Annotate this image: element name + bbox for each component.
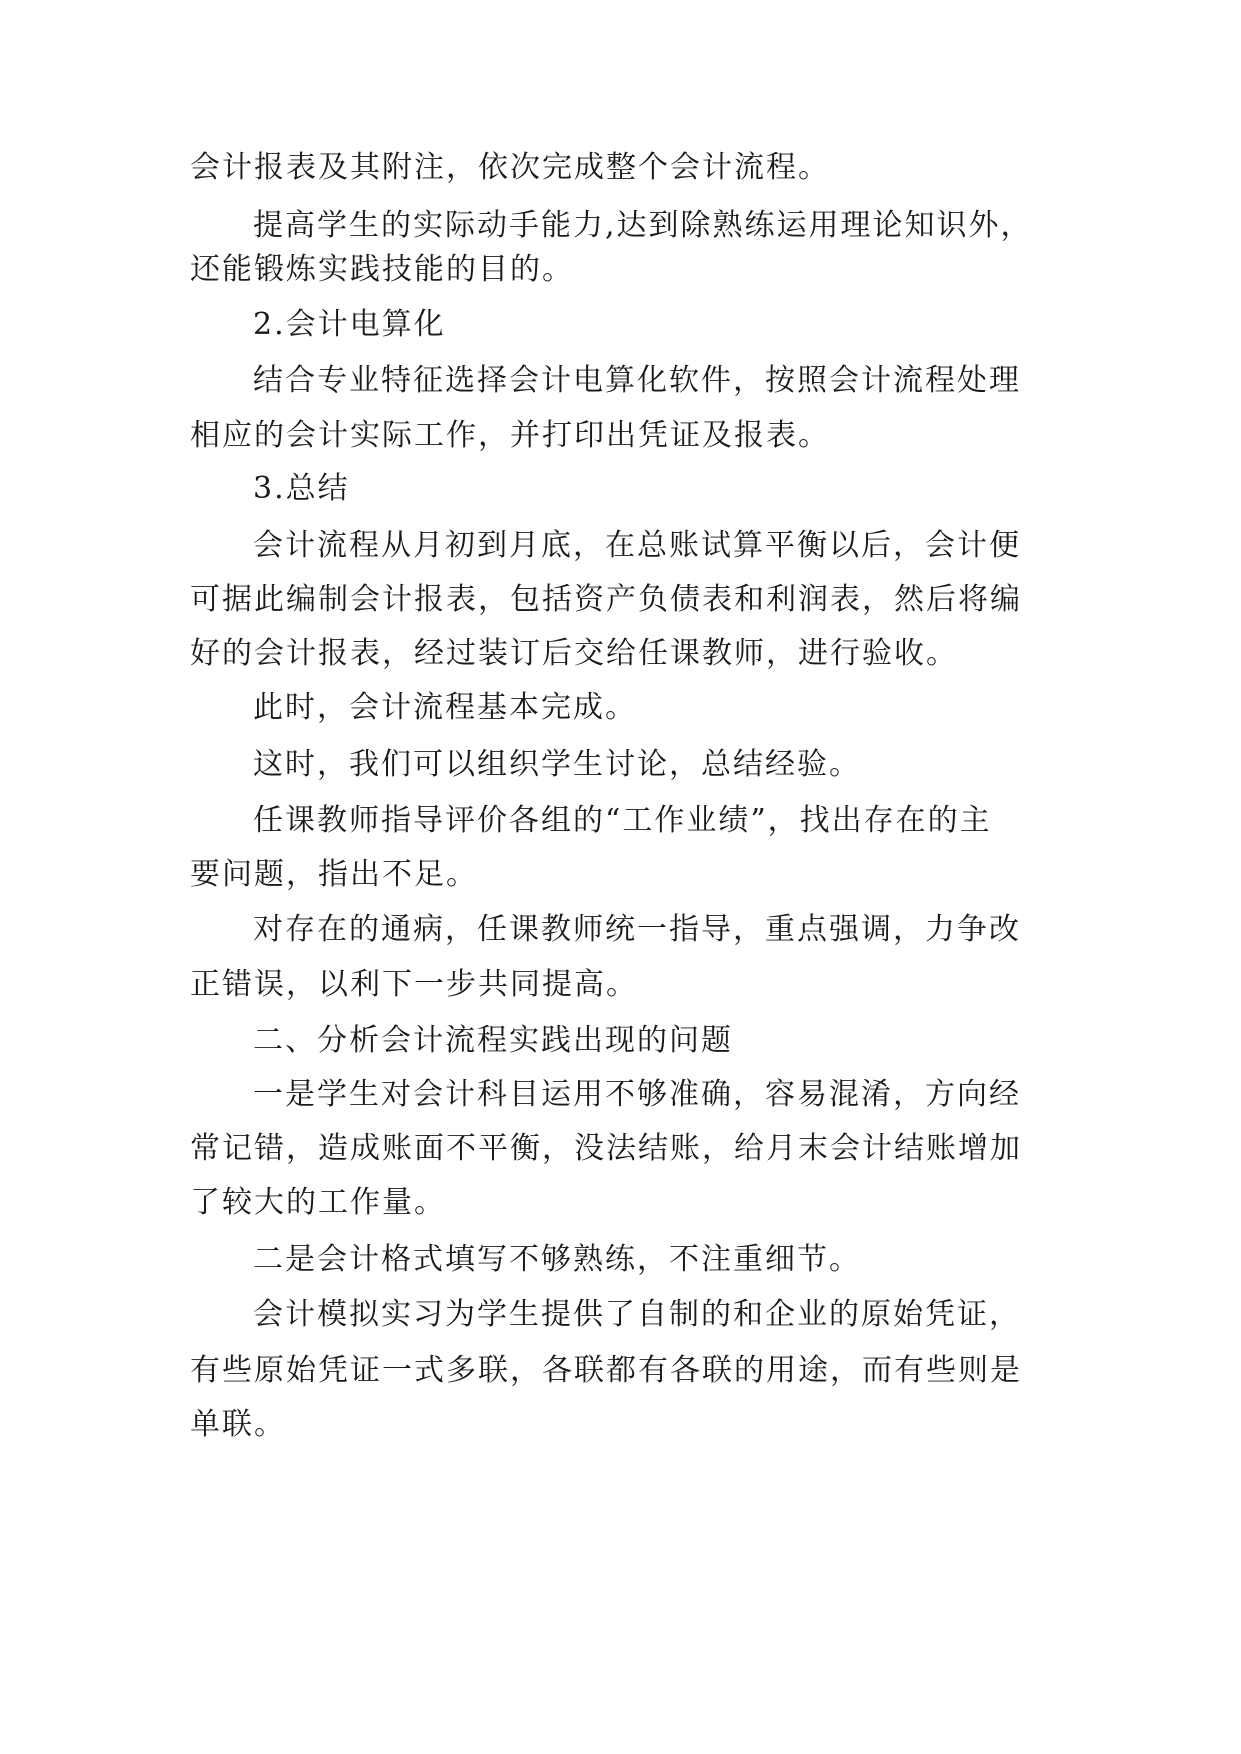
text-line: 还能锻炼实践技能的目的。: [190, 252, 574, 287]
section-heading: 3.总结: [253, 471, 350, 506]
text-line: 一是学生对会计科目运用不够准确，容易混淆，方向经: [253, 1077, 1021, 1112]
section-heading: 2.会计电算化: [253, 307, 446, 342]
text-line: 结合专业特征选择会计电算化软件，按照会计流程处理: [253, 363, 1021, 398]
text-line: 有些原始凭证一式多联，各联都有各联的用途，而有些则是: [190, 1353, 1022, 1388]
text-line: 相应的会计实际工作，并打印出凭证及报表。: [190, 418, 830, 453]
text-line: 会计模拟实习为学生提供了自制的和企业的原始凭证，: [253, 1297, 1021, 1332]
section-heading: 二、分析会计流程实践出现的问题: [253, 1023, 733, 1058]
text-line: 常记错，造成账面不平衡，没法结账，给月末会计结账增加: [190, 1131, 1022, 1166]
text-line: 单联。: [190, 1407, 286, 1442]
text-line: 可据此编制会计报表，包括资产负债表和利润表，然后将编: [190, 582, 1022, 617]
text-line: 正错误，以利下一步共同提高。: [190, 967, 638, 1002]
text-line: 对存在的通病，任课教师统一指导，重点强调，力争改: [253, 912, 1021, 947]
text-line: 会计流程从月初到月底，在总账试算平衡以后，会计便: [253, 528, 1021, 563]
text-line: 要问题，指出不足。: [190, 857, 478, 892]
text-line: 任课教师指导评价各组的“工作业绩”，找出存在的主: [253, 803, 992, 838]
text-line: 提高学生的实际动手能力,达到除熟练运用理论知识外，: [253, 208, 1033, 243]
text-line: 这时，我们可以组织学生讨论，总结经验。: [253, 747, 861, 782]
text-line: 会计报表及其附注，依次完成整个会计流程。: [190, 150, 830, 185]
text-line: 了较大的工作量。: [190, 1185, 446, 1220]
text-line: 二是会计格式填写不够熟练，不注重细节。: [253, 1242, 861, 1277]
text-line: 此时，会计流程基本完成。: [253, 690, 637, 725]
text-line: 好的会计报表，经过装订后交给任课教师，进行验收。: [190, 636, 958, 671]
